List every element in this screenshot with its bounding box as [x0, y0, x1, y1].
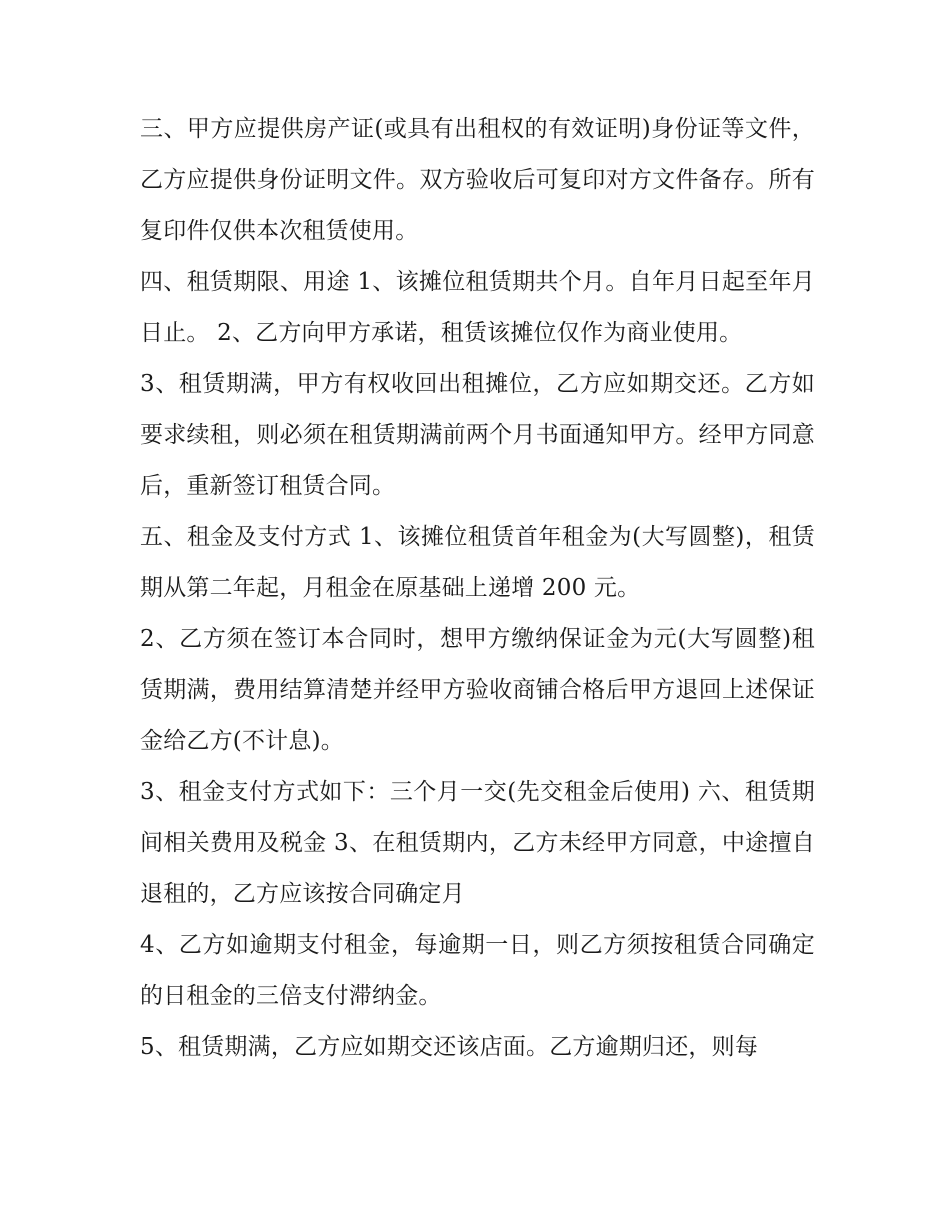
clause-5-5-return: 5、租赁期满，乙方应如期交还该店面。乙方逾期归还，则每 — [140, 1034, 759, 1060]
clause-4-3-expiry: 3、租赁期满，甲方有权收回出租摊位，乙方应如期交还。乙方如要求续租，则必须在租赁期满前两个月书面通知甲方。经甲方同意后，重新签订租赁合同。 — [140, 371, 815, 499]
clause-5-2-deposit: 2、乙方须在签订本合同时，想甲方缴纳保证金为元(大写圆整)租赁期满，费用结算清楚并经甲方验收商铺合格后甲方退回上述保证金给乙方(不计息)。 — [140, 626, 815, 754]
document-body — [140, 104, 815, 1073]
clause-4-lease-term: 四、租赁期限、用途 1、该摊位租赁期共个月。自年月日起至年月日止。 2、乙方向甲方承诺，租赁该摊位仅作为商业使用。 — [140, 269, 815, 346]
clause-5-4-late-fee: 4、乙方如逾期支付租金，每逾期一日，则乙方须按租赁合同确定的日租金的三倍支付滞纳金。 — [140, 932, 815, 1009]
clause-5-rent: 五、租金及支付方式 1、该摊位租赁首年租金为(大写圆整)，租赁期从第二年起，月租金在原基础上递增 200 元。 — [140, 524, 815, 601]
clause-3-documents: 三、甲方应提供房产证(或具有出租权的有效证明)身份证等文件，乙方应提供身份证明文件。双方验收后可复印对方文件备存。所有复印件仅供本次租赁使用。 — [140, 116, 815, 244]
clause-5-3-payment: 3、租金支付方式如下：三个月一交(先交租金后使用) 六、租赁期间相关费用及税金 3、在租赁期内，乙方未经甲方同意，中途擅自退租的，乙方应该按合同确定月 — [140, 779, 815, 907]
